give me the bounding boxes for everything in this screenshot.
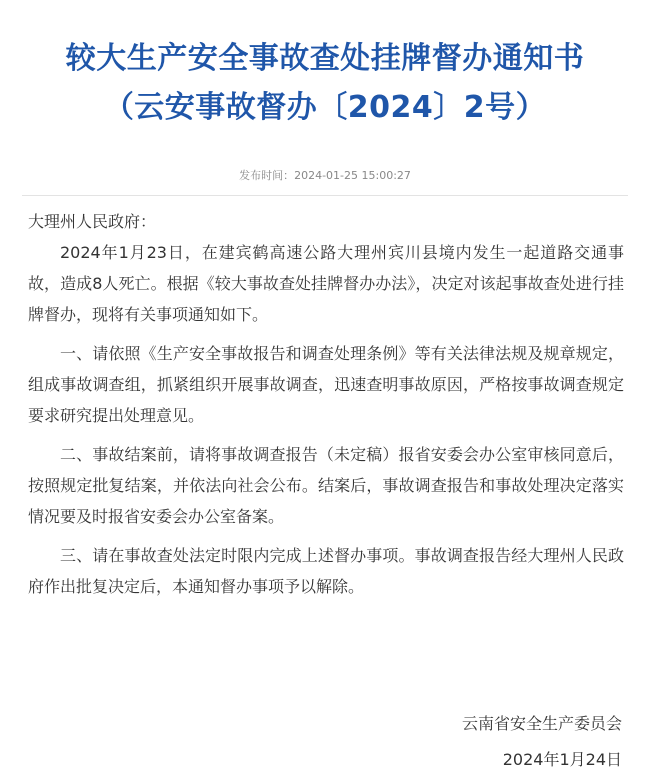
paragraph-intro: 2024年1月23日，在建宾鹤高速公路大理州宾川县境内发生一起道路交通事故，造成8人死亡。根据《较大事故查处挂牌督办办法》，决定对该起事故查处进行挂牌督办，现将有关事项通知如下。	[28, 243, 624, 324]
document-body	[28, 206, 624, 610]
paragraph-item-3: 三、请在事故查处法定时限内完成上述督办事项。事故调查报告经大理州人民政府作出批复决定后，本通知督办事项予以解除。	[28, 546, 624, 596]
document-title: 较大生产安全事故查处挂牌督办通知书	[65, 41, 585, 76]
divider	[22, 195, 628, 196]
paragraph-item-1: 一、请依照《生产安全事故报告和调查处理条例》等有关法律法规及规章规定，组成事故调查组，抓紧组织开展事故调查，迅速查明事故原因，严格按事故调查规定要求研究提出处理意见。	[28, 344, 624, 425]
publish-time: 发布时间：2024-01-25 15:00:27	[239, 169, 411, 182]
document-number: （云安事故督办〔2024〕2号）	[103, 90, 547, 125]
signature-date: 2024年1月24日	[502, 750, 622, 769]
signature-organization: 云南省安全生产委员会	[461, 714, 622, 733]
salutation: 大理州人民政府：	[28, 212, 157, 231]
paragraph-item-2: 二、事故结案前，请将事故调查报告（未定稿）报省安委会办公室审核同意后，按照规定批复结案，并依法向社会公布。结案后，事故调查报告和事故处理决定落实情况要及时报省安委会办公室备案。	[28, 445, 624, 526]
